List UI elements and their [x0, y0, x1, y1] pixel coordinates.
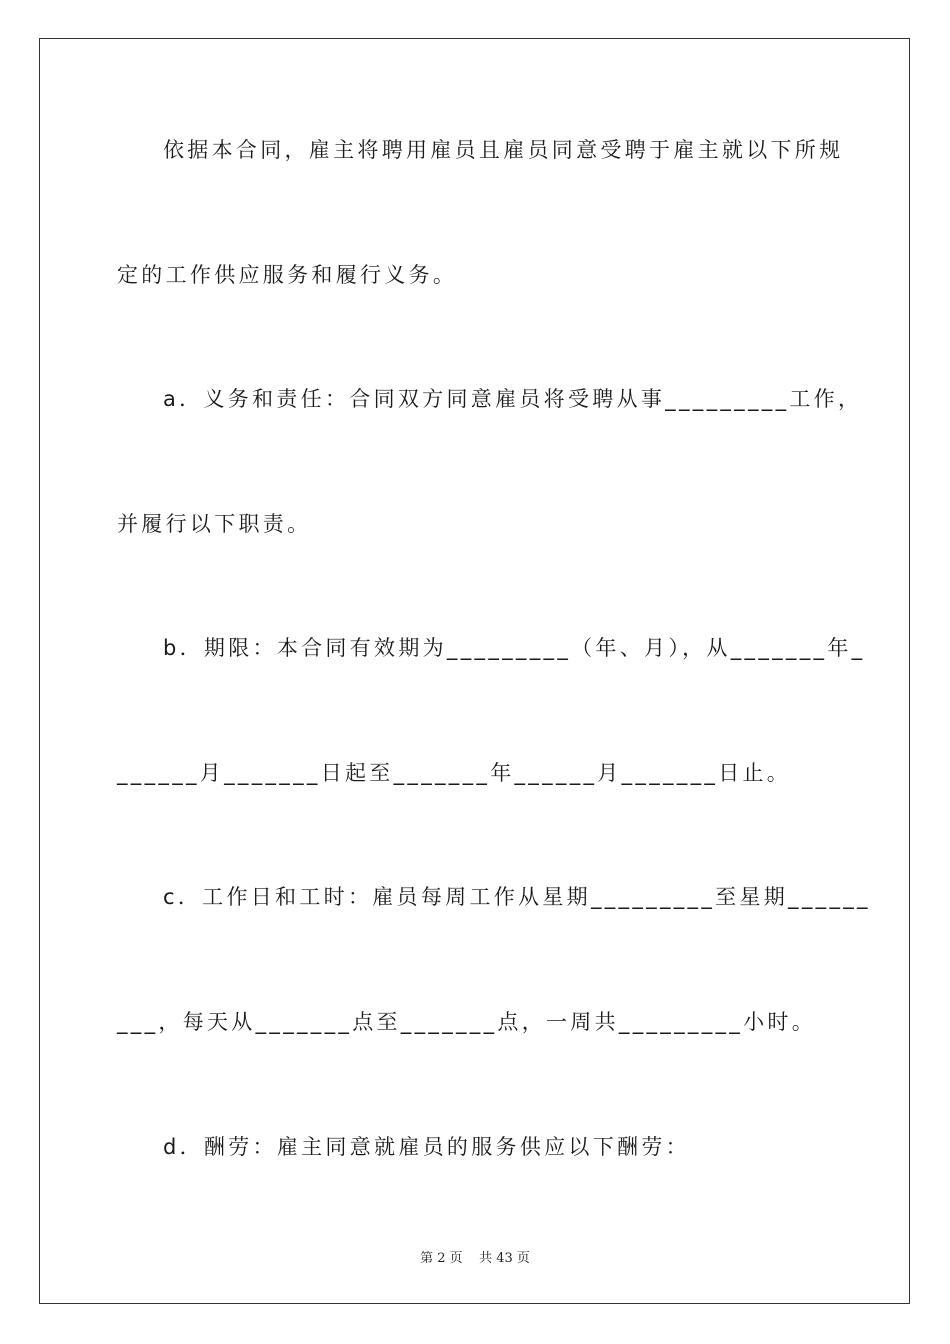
- clause-a-line-2: 并履行以下职责。: [117, 512, 312, 536]
- page-number-footer: 第 2 页 共 43 页: [420, 1251, 530, 1266]
- clause-d-line-1: d．酬劳：雇主同意就雇员的服务供应以下酬劳：: [163, 1135, 690, 1159]
- clause-c-line-1: c．工作日和工时：雇员每周工作从星期_________至星期______: [163, 885, 871, 909]
- page-border: [39, 38, 910, 1304]
- clause-b-line-2: ______月_______日起至_______年______月_______日止。: [117, 761, 792, 785]
- paragraph-intro-line-1: 依据本合同，雇主将聘用雇员且雇员同意受聘于雇主就以下所规: [163, 138, 844, 162]
- clause-a-line-1: a．义务和责任：合同双方同意雇员将受聘从事_________工作，: [163, 387, 863, 411]
- paragraph-intro-line-2: 定的工作供应服务和履行义务。: [117, 263, 458, 287]
- clause-b-line-1: b．期限：本合同有效期为_________（年、月），从_______年_: [163, 636, 866, 660]
- clause-c-line-2: ___，每天从_______点至_______点，一周共_________小时。: [117, 1010, 816, 1034]
